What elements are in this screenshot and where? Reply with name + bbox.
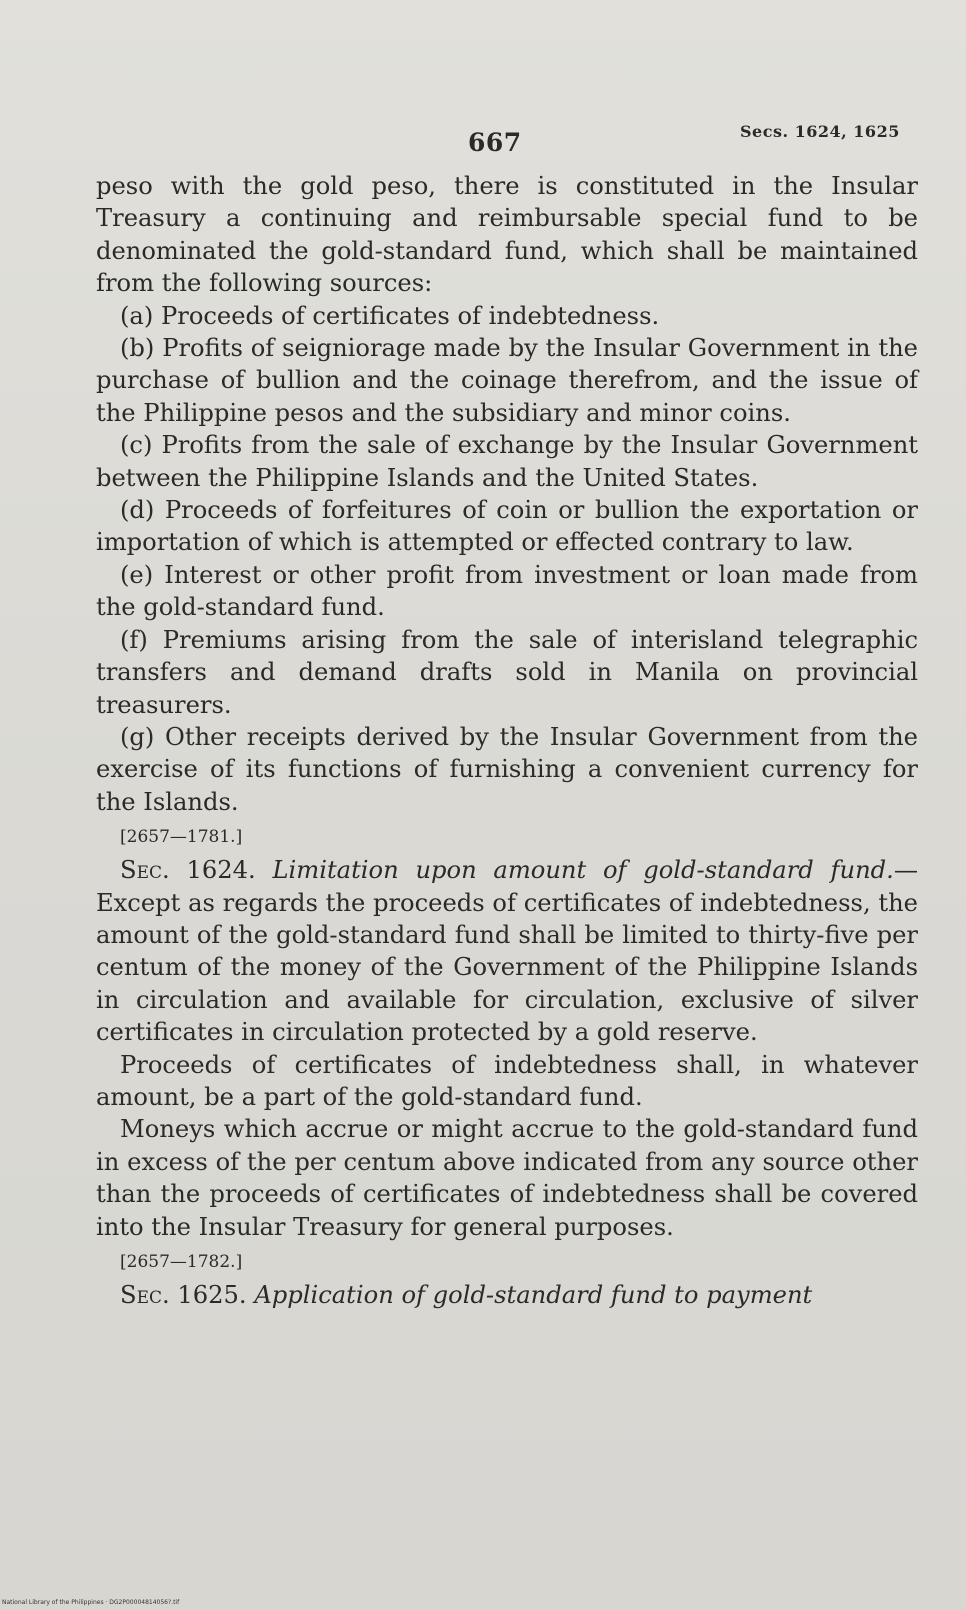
source-reference-2: [2657—1782.]: [120, 1252, 243, 1272]
page-number: 667: [468, 128, 522, 157]
page-body: [96, 170, 918, 1311]
section-1625-title: Application of gold-standard fund to payment: [254, 1281, 813, 1309]
section-1624-title: Limitation upon amount of gold-standard fund.: [272, 856, 894, 885]
scan-caption: National Library of the Philippines · DG2P00004814056?.tif: [2, 1599, 180, 1606]
paragraph-proceeds: Proceeds of certificates of indebtedness shall, in whatever amount, be a part of the gold-standard fund.: [96, 1050, 918, 1111]
section-1625-label: Sec. 1625.: [120, 1281, 247, 1309]
running-section-reference: Secs. 1624, 1625: [740, 122, 900, 141]
list-item-e: (e) Interest or other profit from investment or loan made from the gold-standard fund.: [96, 560, 918, 622]
list-item-f: (f) Premiums arising from the sale of interisland telegraphic transfers and demand drafts sold in Manila on provincial treasurers.: [96, 625, 918, 719]
list-item-b: (b) Profits of seigniorage made by the Insular Government in the purchase of bullion and the coinage therefrom, and the issue of the Philippine pesos and the subsidiary and minor coins.: [96, 334, 918, 427]
source-reference-1: [2657—1781.]: [120, 827, 243, 848]
page-header: [0, 118, 966, 158]
paragraph-moneys: Moneys which accrue or might accrue to the gold-standard fund in excess of the per centum above indicated from any source other than the proceeds of certificates of indebtedness shall be covered into the Insular Treasury for general purposes.: [96, 1115, 918, 1241]
section-1624-text: —Except as regards the proceeds of certificates of indebtedness, the amount of the gold-standard fund shall be limited to thirty-five per centum of the money of the Government of the Philippine Islands in circulation and available for circulation, exclusive of silver certificates in circulation protected by a gold reserve.: [96, 856, 918, 1047]
section-1625: [96, 1279, 918, 1311]
list-item-c: (c) Profits from the sale of exchange by the Insular Government between the Philippine Islands and the United States.: [96, 431, 918, 492]
list-item-a: (a) Proceeds of certificates of indebtedness.: [120, 301, 660, 330]
section-1624-label: Sec. 1624.: [120, 856, 256, 885]
paragraph-intro: peso with the gold peso, there is constituted in the Insular Treasury a continuing and reimbursable special fund to be denominated the gold-standard fund, which shall be maintained from the following sources:: [96, 172, 918, 298]
list-item-g: (g) Other receipts derived by the Insular Government from the exercise of its functions of furnishing a convenient currency for the Islands.: [96, 722, 918, 816]
section-1624: [96, 854, 918, 1048]
list-item-d: (d) Proceeds of forfeitures of coin or bullion the exportation or importation of which is attempted or effected contrary to law.: [96, 496, 918, 557]
